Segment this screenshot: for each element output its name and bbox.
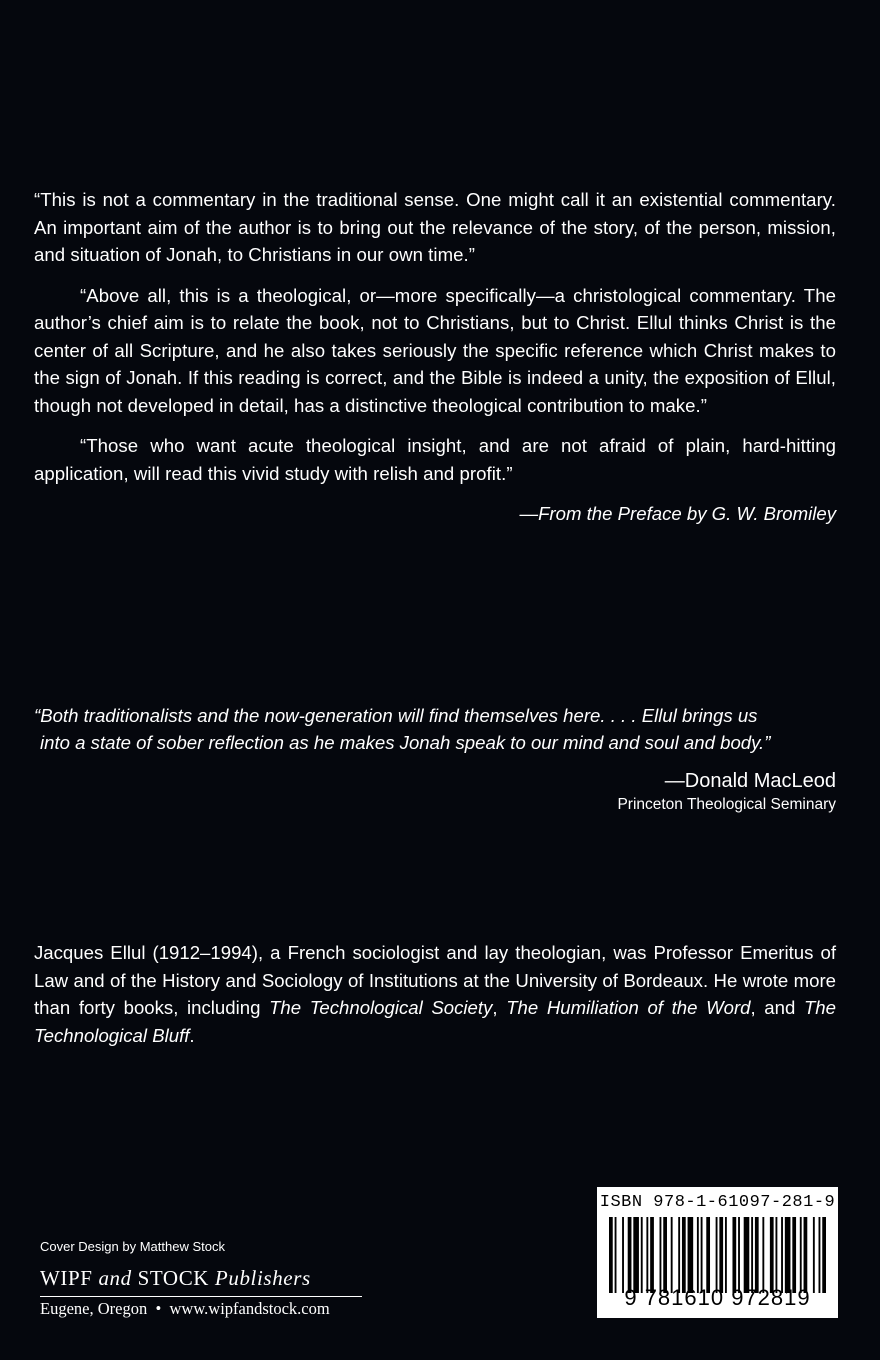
publisher-and: and: [98, 1266, 132, 1290]
barcode-bar: [785, 1217, 791, 1293]
barcode-bar: [646, 1217, 648, 1293]
barcode-bar: [725, 1217, 727, 1293]
preface-paragraph-2: “Above all, this is a theological, or—more specifically—a christological commentary. The author’s chief aim is to relate the book, not to Christians, but to Christ. Ellul thinks Christ is the center of all Scripture, and he also takes seriously the specific reference which Christ makes to the sign of Jonah. If this reading is correct, and the Bible is indeed a unity, the exposition of Ellul, though not developed in detail, has a distinctive theological contribution to make.”: [34, 284, 836, 416]
barcode-bar: [755, 1217, 759, 1293]
author-bio: [34, 939, 836, 1049]
isbn-label: ISBN 978-1-61097-281-9: [599, 1193, 836, 1212]
cover-design-credit: Cover Design by Matthew Stock: [40, 1239, 225, 1254]
publisher-location: Eugene, Oregon • www.wipfandstock.com: [40, 1299, 330, 1318]
barcode-bar: [622, 1217, 624, 1293]
bio-book-2: The Humiliation of the Word: [506, 997, 751, 1018]
bio-book-1: The Technological Society: [269, 997, 493, 1018]
barcode-bar: [633, 1217, 639, 1293]
preface-paragraph-1: “This is not a commentary in the traditional sense. One might call it an existential commentary. An important aim of the author is to bring out the relevance of the story, of the person, mission, and situation of Jonah, to Christians in our own time.”: [34, 189, 836, 265]
preface-attribution: —From the Preface by G. W. Bromiley: [519, 503, 836, 524]
barcode-bar: [688, 1217, 694, 1293]
barcode-bar: [609, 1217, 613, 1293]
barcode-bar: [804, 1217, 808, 1293]
barcode-bar: [751, 1217, 753, 1293]
bio-separator-1: ,: [492, 997, 507, 1018]
publisher-name-3: Publishers: [214, 1266, 311, 1290]
barcode-bar: [819, 1217, 821, 1293]
endorsement-line-2: into a state of sober reflection as he makes Jonah speak to our mind and soul and body.”: [40, 732, 771, 753]
bio-book-3: The Technological Bluff: [34, 997, 836, 1046]
barcode-bar: [800, 1217, 802, 1293]
preface-paragraph-3: “Those who want acute theological insight, and are not afraid of plain, hard-hitting application, will read this vivid study with relish and profit.”: [34, 435, 836, 484]
bio-intro: Jacques Ellul (1912–1994), a French sociologist and lay theologian, was Professor Emeritus of Law and of the History and Sociology of Institutions at the University of Bordeaux. He wrote more than forty books, including: [34, 942, 836, 1018]
barcode-bar: [678, 1217, 680, 1293]
barcode-bar: [628, 1217, 632, 1293]
barcode-bars: [609, 1217, 826, 1293]
publisher-name-2: STOCK: [131, 1266, 215, 1290]
barcode-bar: [716, 1217, 718, 1293]
barcode-digits: 9 781610 972819: [624, 1285, 811, 1310]
bio-separator-2: , and: [750, 997, 804, 1018]
barcode-bar: [615, 1217, 617, 1293]
endorser-name: —Donald MacLeod: [664, 770, 836, 792]
barcode-bar: [762, 1217, 764, 1293]
bio-end: .: [189, 1024, 195, 1046]
barcode-bar: [641, 1217, 643, 1293]
endorser-institution: Princeton Theological Seminary: [617, 796, 836, 813]
endorsement-quote: [34, 702, 836, 756]
isbn-barcode: [597, 1187, 838, 1318]
author-bio-text: [34, 939, 836, 1049]
endorsement-attribution: [34, 768, 836, 816]
barcode-bar: [813, 1217, 815, 1293]
barcode-bar: [697, 1217, 699, 1293]
barcode-bar: [671, 1217, 673, 1293]
publisher-name-1: WIPF: [40, 1266, 99, 1290]
barcode-bar: [660, 1217, 662, 1293]
barcode-bar: [792, 1217, 796, 1293]
barcode-bar: [738, 1217, 740, 1293]
barcode-bar: [744, 1217, 750, 1293]
barcode-bar: [701, 1217, 703, 1293]
barcode-bar: [732, 1217, 736, 1293]
endorsement-line-1: “Both traditionalists and the now-generation will find themselves here. . . . Ellul brings us: [34, 705, 758, 726]
barcode-bar: [822, 1217, 826, 1293]
endorsement: [34, 702, 836, 816]
preface-quote: [34, 186, 836, 525]
publisher-logo: [40, 1266, 311, 1291]
barcode-bar: [682, 1217, 686, 1293]
barcode-bar: [719, 1217, 723, 1293]
barcode-bar: [770, 1217, 774, 1293]
barcode-bar: [781, 1217, 783, 1293]
barcode-bar: [663, 1217, 667, 1293]
barcode-bar: [706, 1217, 710, 1293]
barcode-bar: [775, 1217, 777, 1293]
barcode-bar: [650, 1217, 654, 1293]
publisher-rule: [40, 1296, 362, 1297]
